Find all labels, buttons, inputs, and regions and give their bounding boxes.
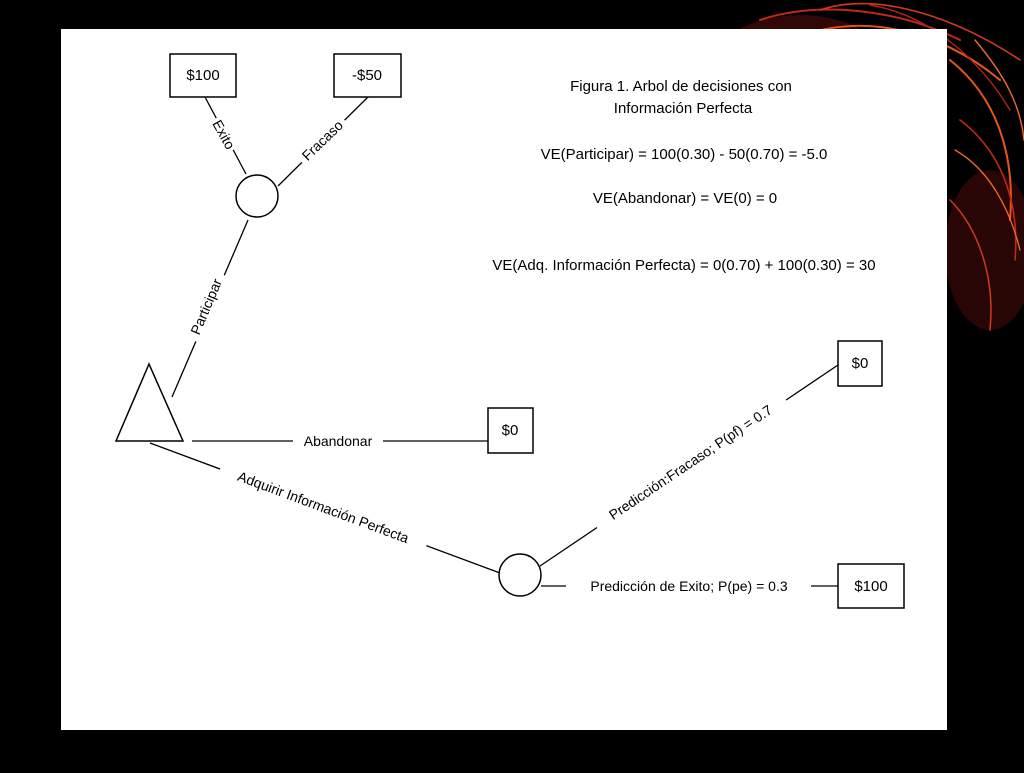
outcome-prediccion-fracaso-value: $0 [851, 355, 869, 372]
figure-caption-line-2: Información Perfecta [613, 100, 753, 117]
outcome-box-prediccion-exito [838, 564, 904, 608]
label-adquirir-informacion: Adquirir Información Perfecta [235, 467, 412, 547]
chance-node-informacion [499, 554, 541, 596]
formula-ve-participar: VE(Participar) = 100(0.30) - 50(0.70) = -5.0 [540, 146, 828, 163]
outcome-exito-value: $100 [186, 67, 220, 84]
outcome-fracaso-value: -$50 [351, 67, 383, 84]
label-abandonar: Abandonar [303, 433, 373, 449]
outcome-abandonar-value: $0 [501, 422, 519, 439]
outcome-box-exito [170, 54, 236, 97]
label-exito: Exito [209, 117, 239, 153]
formula-ve-informacion: VE(Adq. Información Perfecta) = 0(0.70) + 100(0.30) = 30 [492, 257, 876, 274]
outcome-box-fracaso [334, 54, 401, 97]
outcome-box-prediccion-fracaso [838, 341, 882, 386]
formula-ve-abandonar: VE(Abandonar) = VE(0) = 0 [592, 190, 778, 207]
label-prediccion-fracaso: Predicción:Fracaso; P(pf) = 0.7 [605, 401, 776, 523]
label-fracaso: Fracaso [298, 116, 347, 164]
outcome-box-abandonar [488, 408, 533, 453]
diagram-panel [61, 29, 947, 730]
chance-node-participar [236, 175, 278, 217]
label-participar: Participar [187, 276, 225, 337]
label-prediccion-exito: Predicción de Exito; P(pe) = 0.3 [590, 578, 788, 594]
figure-caption-line-1: Figura 1. Arbol de decisiones con [570, 78, 792, 95]
outcome-prediccion-exito-value: $100 [854, 578, 888, 595]
